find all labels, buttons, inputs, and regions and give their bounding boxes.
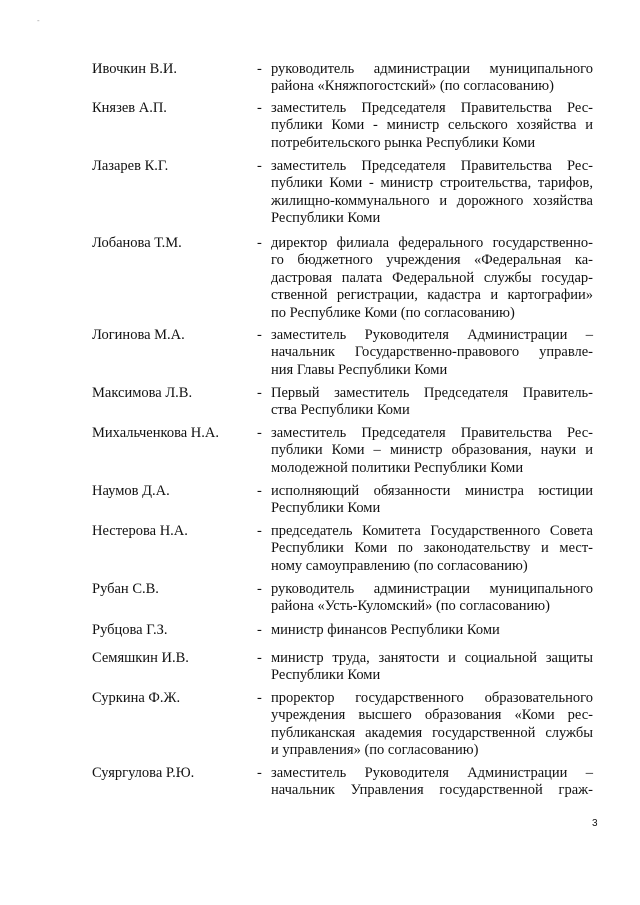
position-line: руководитель администрации муниципального bbox=[271, 61, 593, 77]
position-line: района «Княжпогостский» (по согласованию) bbox=[271, 78, 554, 95]
position-line: публики Коми - министр строительства, тарифов, bbox=[271, 175, 593, 192]
separator-dash: - bbox=[257, 581, 262, 597]
person-name: Семяшкин И.В. bbox=[92, 650, 189, 666]
position-line: Республики Коми по законодательству и мест- bbox=[271, 540, 593, 557]
separator-dash: - bbox=[257, 61, 262, 77]
position-line: Республики Коми bbox=[271, 500, 381, 517]
separator-dash: - bbox=[257, 622, 262, 638]
position-line: заместитель Председателя Правительства Рес- bbox=[271, 100, 593, 116]
position-line: исполняющий обязанности министра юстиции bbox=[271, 483, 593, 499]
position-line: министр труда, занятости и социальной защиты bbox=[271, 650, 593, 666]
position-line: молодежной политики Республики Коми bbox=[271, 459, 524, 476]
person-position bbox=[271, 622, 593, 639]
person-position bbox=[271, 483, 593, 518]
position-line: ния Главы Республики Коми bbox=[271, 361, 448, 378]
position-line: ства Республики Коми bbox=[271, 402, 410, 419]
separator-dash: - bbox=[257, 690, 262, 706]
position-line: района «Усть-Куломский» (по согласованию) bbox=[271, 598, 550, 615]
person-position bbox=[271, 765, 593, 800]
person-name: Лазарев К.Г. bbox=[92, 158, 169, 174]
person-position bbox=[271, 327, 593, 379]
separator-dash: - bbox=[257, 158, 262, 174]
position-line: заместитель Руководителя Администрации – bbox=[271, 327, 593, 343]
position-line: ному самоуправлению (по согласованию) bbox=[271, 557, 528, 574]
separator-dash: - bbox=[257, 765, 262, 781]
position-line: дастровая палата Федеральной службы государ- bbox=[271, 269, 593, 286]
position-line: публики Коми – министр образования, науки и bbox=[271, 442, 593, 459]
page-number: 3 bbox=[592, 818, 598, 829]
separator-dash: - bbox=[257, 327, 262, 343]
person-name: Суркина Ф.Ж. bbox=[92, 690, 181, 706]
corner-mark: - bbox=[37, 16, 40, 25]
person-name: Наумов Д.А. bbox=[92, 483, 170, 499]
person-position bbox=[271, 100, 593, 152]
position-line: учреждения высшего образования «Коми рес- bbox=[271, 707, 593, 724]
separator-dash: - bbox=[257, 650, 262, 666]
position-line: Первый заместитель Председателя Правитель- bbox=[271, 385, 593, 401]
person-position bbox=[271, 61, 593, 96]
position-line: председатель Комитета Государственного Совета bbox=[271, 523, 593, 539]
position-line: министр финансов Республики Коми bbox=[271, 622, 500, 638]
person-name: Рубан С.В. bbox=[92, 581, 159, 597]
position-line: публики Коми - министр сельского хозяйства и bbox=[271, 117, 593, 134]
position-line: заместитель Председателя Правительства Рес- bbox=[271, 158, 593, 174]
position-line: Республики Коми bbox=[271, 210, 381, 227]
position-line: руководитель администрации муниципального bbox=[271, 581, 593, 597]
separator-dash: - bbox=[257, 425, 262, 441]
person-position bbox=[271, 385, 593, 420]
person-name: Максимова Л.В. bbox=[92, 385, 193, 401]
person-position bbox=[271, 650, 593, 685]
person-name: Ивочкин В.И. bbox=[92, 61, 177, 77]
position-line: Республики Коми bbox=[271, 667, 381, 684]
person-name: Нестерова Н.А. bbox=[92, 523, 188, 539]
separator-dash: - bbox=[257, 483, 262, 499]
position-line: начальник Государственно-правового управле- bbox=[271, 344, 593, 361]
position-line: заместитель Председателя Правительства Рес- bbox=[271, 425, 593, 441]
person-name: Суяргулова Р.Ю. bbox=[92, 765, 195, 781]
separator-dash: - bbox=[257, 100, 262, 116]
person-name: Князев А.П. bbox=[92, 100, 167, 116]
person-position bbox=[271, 425, 593, 477]
position-line: ственной регистрации, кадастра и картографии» bbox=[271, 287, 593, 304]
position-line: и управления» (по согласованию) bbox=[271, 742, 479, 759]
person-position bbox=[271, 235, 593, 322]
separator-dash: - bbox=[257, 385, 262, 401]
position-line: директор филиала федерального государственно- bbox=[271, 235, 593, 251]
person-position bbox=[271, 158, 593, 228]
position-line: заместитель Руководителя Администрации – bbox=[271, 765, 593, 781]
separator-dash: - bbox=[257, 235, 262, 251]
person-name: Логинова М.А. bbox=[92, 327, 185, 343]
position-line: го бюджетного учреждения «Федеральная ка- bbox=[271, 252, 593, 269]
person-position bbox=[271, 581, 593, 616]
position-line: проректор государственного образовательного bbox=[271, 690, 593, 706]
person-name: Лобанова Т.М. bbox=[92, 235, 182, 251]
separator-dash: - bbox=[257, 523, 262, 539]
person-position bbox=[271, 690, 593, 760]
person-name: Михальченкова Н.А. bbox=[92, 425, 219, 441]
position-line: публиканская академия государственной службы bbox=[271, 724, 593, 741]
position-line: по Республике Коми (по согласованию) bbox=[271, 304, 515, 321]
position-line: жилищно-коммунального и дорожного хозяйства bbox=[271, 192, 593, 209]
position-line: потребительского рынка Республики Коми bbox=[271, 134, 536, 151]
person-position bbox=[271, 523, 593, 575]
position-line: начальник Управления государственной граж- bbox=[271, 782, 593, 799]
person-name: Рубцова Г.З. bbox=[92, 622, 168, 638]
